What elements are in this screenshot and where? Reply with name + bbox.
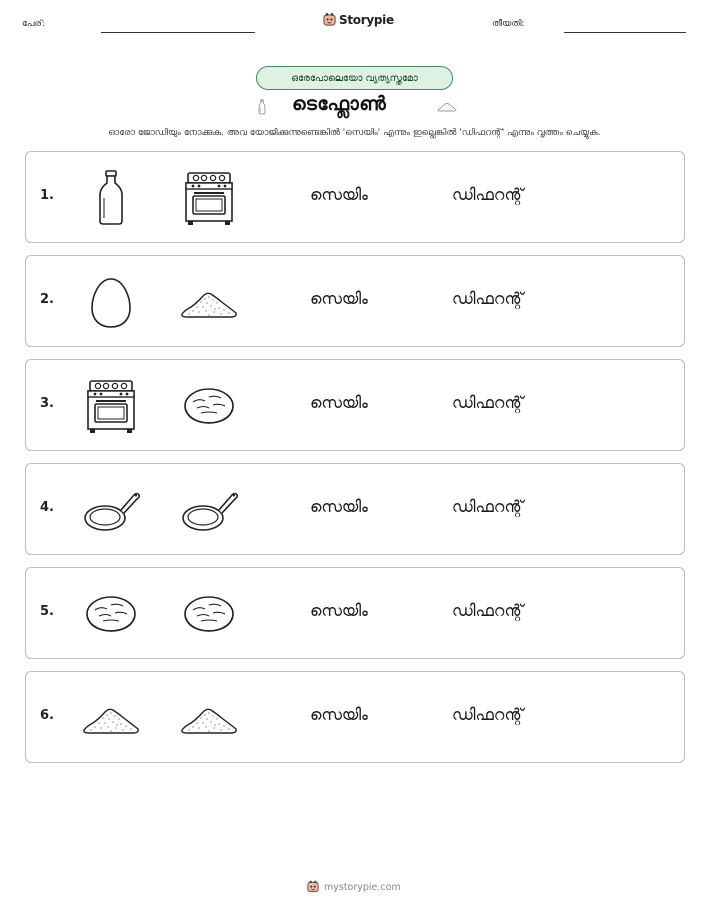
- different-option[interactable]: ഡിഫറന്റ്: [452, 705, 524, 724]
- frying-pan-icon: [179, 480, 239, 540]
- name-label: പേര്:: [22, 19, 45, 29]
- same-option[interactable]: സെയിം: [310, 185, 368, 204]
- flatbread-icon: [81, 584, 141, 644]
- question-row: [25, 255, 685, 347]
- same-option[interactable]: സെയിം: [310, 601, 368, 620]
- bottle-icon: [81, 168, 141, 228]
- storypie-logo: [323, 13, 394, 27]
- question-number: 1.: [40, 188, 54, 203]
- powder-pile-icon: [81, 688, 141, 748]
- question-row: [25, 151, 685, 243]
- flatbread-icon: [179, 584, 239, 644]
- brand-name: Storypie: [339, 13, 394, 27]
- title-row: [0, 92, 709, 122]
- footer: [307, 880, 401, 894]
- question-row: [25, 567, 685, 659]
- question-number: 4.: [40, 500, 54, 515]
- footer-url[interactable]: mystorypie.com: [324, 881, 401, 893]
- question-number: 5.: [40, 604, 54, 619]
- different-option[interactable]: ഡിഫറന്റ്: [452, 289, 524, 308]
- question-row: [25, 463, 685, 555]
- date-line[interactable]: [564, 32, 686, 33]
- bottle-icon: [254, 92, 270, 122]
- name-line[interactable]: [101, 32, 255, 33]
- storypie-logo-icon: [323, 13, 336, 27]
- question-row: [25, 359, 685, 451]
- powder-pile-icon: [179, 688, 239, 748]
- oven-icon: [81, 376, 141, 436]
- question-number: 2.: [40, 292, 54, 307]
- question-row: [25, 671, 685, 763]
- different-option[interactable]: ഡിഫറന്റ്: [452, 393, 524, 412]
- different-option[interactable]: ഡിഫറന്റ്: [452, 185, 524, 204]
- date-label: തീയതി:: [492, 19, 525, 29]
- flatbread-icon: [179, 376, 239, 436]
- worksheet-header: [0, 0, 709, 50]
- oven-icon: [179, 168, 239, 228]
- worksheet-title: ടെഫ്ലോൺ: [292, 93, 387, 115]
- question-number: 6.: [40, 708, 54, 723]
- frying-pan-icon: [81, 480, 141, 540]
- same-option[interactable]: സെയിം: [310, 393, 368, 412]
- instructions: ഓരോ ജോഡിയും നോക്കുക. അവ യോജിക്കുന്നുണ്ടെങ്കിൽ 'സെയിം' എന്നും ഇല്ലെങ്കിൽ 'ഡിഫറന്റ്' എന്നും വൃത്തം ചെയ്യുക.: [108, 128, 601, 138]
- different-option[interactable]: ഡിഫറന്റ്: [452, 497, 524, 516]
- powder-pile-icon: [429, 96, 465, 116]
- egg-icon: [81, 272, 141, 332]
- same-option[interactable]: സെയിം: [310, 705, 368, 724]
- powder-pile-icon: [179, 272, 239, 332]
- different-option[interactable]: ഡിഫറന്റ്: [452, 601, 524, 620]
- category-badge: ഒരേപോലെയോ വ്യത്യസ്തമോ: [256, 66, 453, 90]
- same-option[interactable]: സെയിം: [310, 497, 368, 516]
- storypie-logo-icon: [307, 880, 319, 894]
- same-option[interactable]: സെയിം: [310, 289, 368, 308]
- question-number: 3.: [40, 396, 54, 411]
